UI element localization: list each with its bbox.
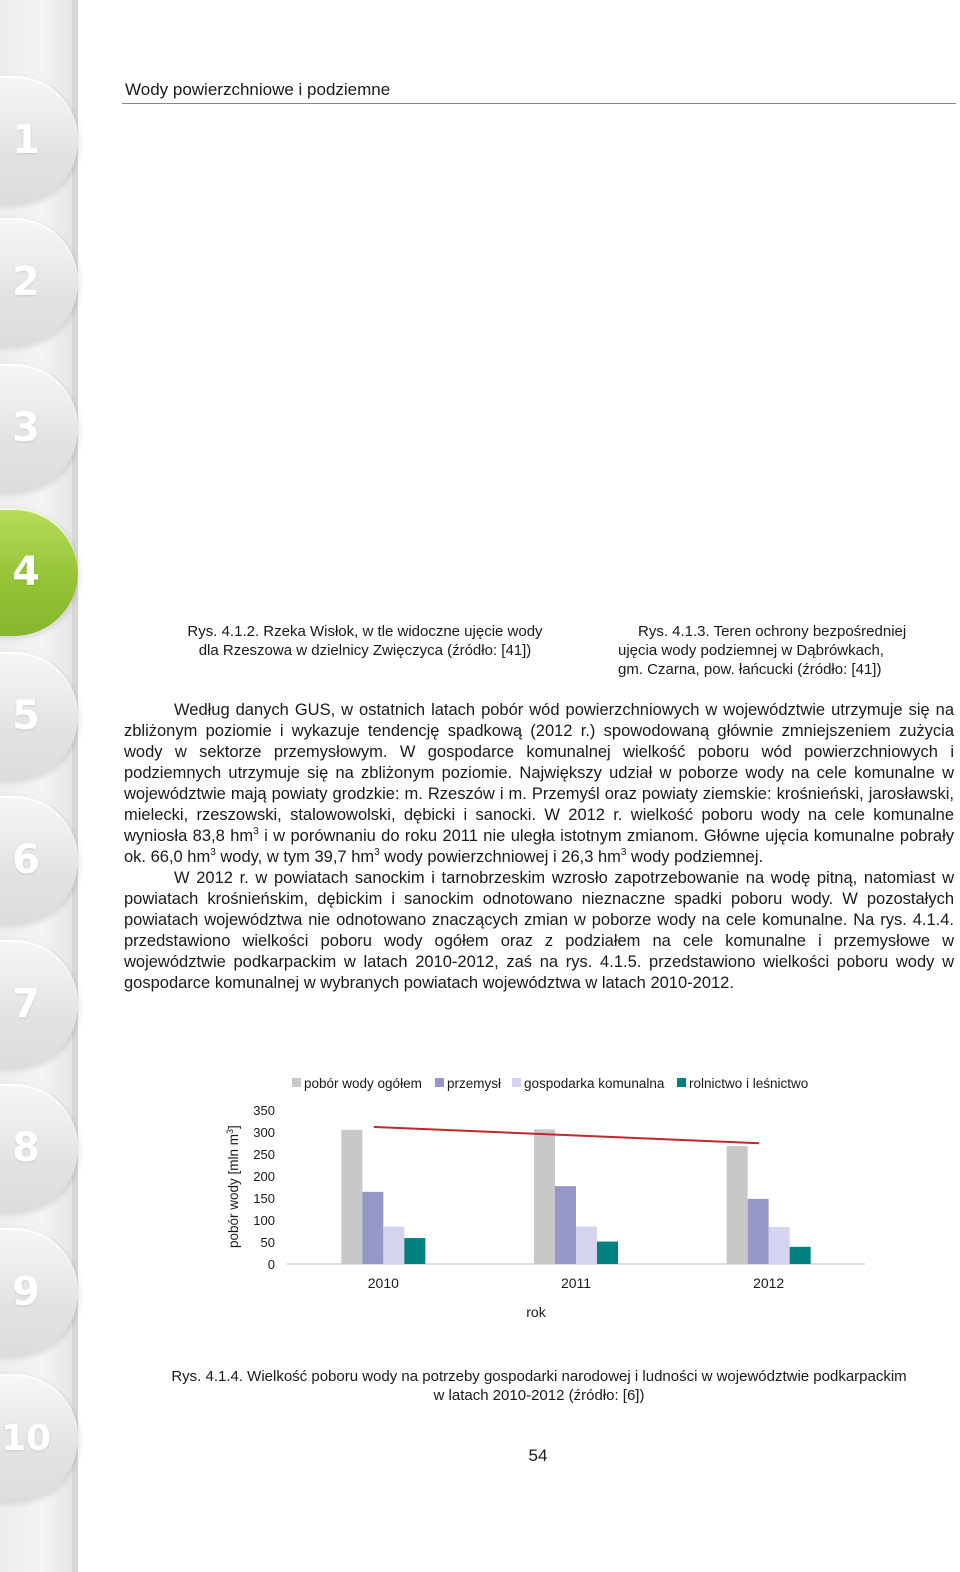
legend-label: pobór wody ogółem — [304, 1076, 422, 1091]
y-tick-label: 150 — [253, 1191, 275, 1206]
bar-pobór-wody-ogółem-2012 — [727, 1146, 748, 1264]
chapter-tab-number: 1 — [12, 117, 40, 163]
bar-przemysł-2012 — [748, 1199, 769, 1264]
caption-left-line-2: dla Rzeszowa w dzielnicy Zwięczyca (źródło: [41]) — [198, 642, 532, 659]
caption-right-line-3: gm. Czarna, pow. łańcucki (źródło: [41]) — [618, 661, 882, 678]
bar-rolnictwo-i-leśnictwo-2012 — [790, 1247, 811, 1264]
paragraph-1 — [124, 700, 954, 868]
paragraph-1-part-c: wody, w tym 39,7 hm — [215, 848, 375, 866]
chapter-tab-number: 5 — [12, 693, 40, 739]
bar-przemysł-2010 — [362, 1192, 383, 1264]
paragraph-1-part-d: wody powierzchniowej i 26,3 hm — [379, 848, 621, 866]
bar-gospodarka-komunalna-2010 — [383, 1227, 404, 1264]
y-tick-label: 250 — [253, 1147, 275, 1162]
paragraph-1-part-a: Według danych GUS, w ostatnich latach pobór wód powierzchniowych w województwie utrzymuje się na zbliżonym poziomie i wykazuje tendencję spadkową (2012 r.) spowodowaną głównie zmniejszeniem zużycia wody w sektorze przemysłowym. W gospodarce komunalnej wielkość poboru wód powierzchniowych i podziemnych utrzymuje się na zbliżonym poziomie. Największy udział w poborze wody na cele komunalne w województwie mają powiaty grodzkie: m. Rzeszów i m. Przemyśl oraz powiaty ziemskie: krośnieński, jarosławski, mielecki, rzeszowski, stalowowolski, dębicki i sanocki. W 2012 r. wielkość poboru wody na cele komunalne wyniosła 83,8 hm — [124, 701, 954, 845]
figure-caption-line-1: Rys. 4.1.4. Wielkość poboru wody na potrzeby gospodarki narodowej i ludności w województwie podkarpackim — [171, 1368, 907, 1385]
superscript: 3 — [253, 826, 259, 837]
chapter-tab-4[interactable] — [0, 508, 78, 636]
bar-rolnictwo-i-leśnictwo-2010 — [404, 1238, 425, 1264]
chapter-tab-3[interactable] — [0, 364, 78, 492]
legend-swatch — [677, 1078, 686, 1087]
paragraph-1-part-e: wody podziemnej. — [626, 848, 764, 866]
y-tick-label: 300 — [253, 1125, 275, 1140]
rail-edge — [72, 0, 78, 1572]
chapter-tab-number: 8 — [12, 1125, 40, 1171]
superscript: 3 — [210, 847, 216, 858]
chapter-tab-9[interactable] — [0, 1228, 78, 1356]
chapter-tab-number: 4 — [12, 549, 40, 595]
body-text — [124, 700, 954, 994]
x-tick-label: 2012 — [753, 1275, 785, 1291]
chapter-tab-5[interactable] — [0, 652, 78, 780]
y-tick-label: 350 — [253, 1103, 275, 1118]
x-tick-label: 2010 — [367, 1275, 399, 1291]
legend-label: przemysł — [447, 1076, 502, 1091]
photo-caption-left — [150, 622, 580, 660]
x-tick-label: 2011 — [560, 1275, 592, 1291]
chapter-tab-number: 9 — [12, 1269, 40, 1315]
figure-caption-line-2: w latach 2010-2012 (źródło: [6]) — [433, 1387, 645, 1404]
photo-caption-right — [618, 622, 956, 679]
chapter-tab-number: 7 — [12, 981, 40, 1027]
chapter-tab-number: 3 — [12, 405, 40, 451]
chapter-tab-8[interactable] — [0, 1084, 78, 1212]
bar-przemysł-2011 — [555, 1186, 576, 1264]
chapter-tab-10[interactable] — [0, 1374, 78, 1502]
superscript: 3 — [620, 847, 627, 858]
header-rule — [122, 103, 956, 104]
caption-left-line-1: Rys. 4.1.2. Rzeka Wisłok, w tle widoczne ujęcie wody — [187, 623, 543, 640]
legend-swatch — [435, 1078, 444, 1087]
running-head: Wody powierzchniowe i podziemne — [125, 80, 391, 99]
trend-line — [374, 1127, 759, 1143]
chapter-tab-number: 2 — [12, 259, 40, 305]
chapter-tab-6[interactable] — [0, 796, 78, 924]
chapter-tab-1[interactable] — [0, 76, 78, 204]
chapter-tab-number: 6 — [12, 837, 40, 883]
legend-label: rolnictwo i leśnictwo — [689, 1076, 809, 1091]
chapter-tab-number: 10 — [0, 1417, 52, 1459]
bar-gospodarka-komunalna-2012 — [769, 1227, 790, 1264]
y-tick-label: 100 — [253, 1213, 275, 1228]
caption-right-line-2: ujęcia wody podziemnej w Dąbrówkach, — [618, 642, 884, 659]
caption-right-line-1: Rys. 4.1.3. Teren ochrony bezpośredniej — [638, 623, 907, 640]
superscript: 3 — [374, 847, 380, 858]
y-tick-label: 0 — [267, 1257, 275, 1272]
paragraph-1-part-b: i w porównaniu do roku 2011 nie uległa istotnym zmianom. Główne ujęcia komunalne pobrały ok. 66,0 hm — [124, 827, 955, 866]
figure-caption — [124, 1367, 954, 1405]
x-axis-title: rok — [526, 1304, 546, 1320]
y-tick-label: 200 — [253, 1169, 275, 1184]
legend-swatch — [292, 1078, 301, 1087]
y-tick-label: 50 — [260, 1235, 275, 1250]
legend-label: gospodarka komunalna — [524, 1076, 665, 1091]
chapter-tab-2[interactable] — [0, 218, 78, 346]
page-number: 54 — [528, 1446, 548, 1465]
bar-gospodarka-komunalna-2011 — [576, 1227, 597, 1264]
bar-pobór-wody-ogółem-2011 — [534, 1129, 555, 1264]
y-axis-title: pobór wody [mln $m^3$] — [225, 1125, 241, 1248]
chapter-rail — [0, 0, 78, 1572]
legend-swatch — [512, 1078, 521, 1087]
paragraph-2: W 2012 r. w powiatach sanockim i tarnobrzeskim wzrosło zapotrzebowanie na wodę pitną, natomiast w powiatach krośnieńskim, dębickim i sanockim odnotowano nieznaczne spadki poboru wody. W pozostałych powiatach województwa nie odnotowano znaczących zmian w poborze wody na cele komunalne. Na rys. 4.1.4. przedstawiono wielkości poboru wody ogółem oraz z podziałem na cele komunalne i przemysłowe w województwie podkarpackim w latach 2010-2012, zaś na rys. 4.1.5. przedstawiono wielkości poboru wody w gospodarce komunalnej w wybranych powiatach województwa w latach 2010-2012. — [124, 869, 954, 992]
bar-rolnictwo-i-leśnictwo-2011 — [597, 1242, 618, 1264]
chapter-tab-7[interactable] — [0, 940, 78, 1068]
bar-pobór-wody-ogółem-2010 — [341, 1130, 362, 1264]
